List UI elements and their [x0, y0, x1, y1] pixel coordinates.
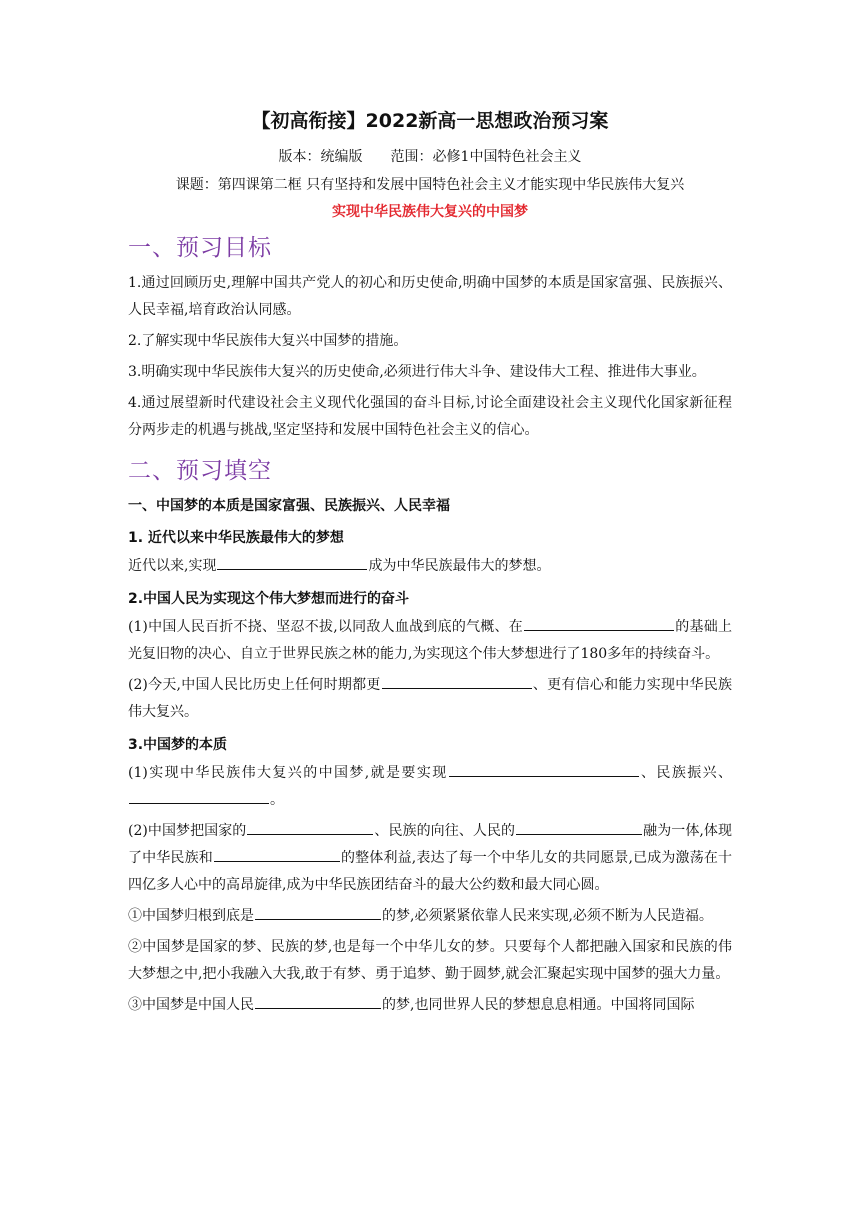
fill-blank[interactable]	[382, 672, 532, 689]
goal-item: 1.通过回顾历史,理解中国共产党人的初心和历史使命,明确中国梦的本质是国家富强、民族振兴、人民幸福,培育政治认同感。	[128, 275, 732, 318]
lesson-subtitle: 实现中华民族伟大复兴的中国梦	[332, 204, 528, 220]
scope-label: 范围：必修1中国特色社会主义	[390, 149, 582, 165]
part-title: 一、中国梦的本质是国家富强、民族振兴、人民幸福	[128, 498, 450, 514]
goal-item: 4.通过展望新时代建设社会主义现代化强国的奋斗目标,讨论全面建设社会主义现代化国家新征程分两步走的机遇与挑战,坚定坚持和发展中国特色社会主义的信心。	[128, 395, 732, 438]
edition-label: 版本：统编版	[278, 149, 363, 165]
question-text: (2)今天,中国人民比历史上任何时期都更 、更有信心和能力实现中华民族伟大复兴。	[128, 672, 732, 726]
section-heading-goals: 一、预习目标	[128, 235, 272, 261]
question-head: 1. 近代以来中华民族最伟大的梦想	[128, 530, 344, 546]
fill-blank[interactable]	[129, 787, 269, 804]
question-text: (2)中国梦把国家的 、民族的向往、人民的 融为一体,体现了中华民族和 的整体利益,表达了每一个中华儿女的共同愿景,已成为激荡在十四亿多人心中的高昂旋律,成为中华民族团结奋斗的最大公约数和最大同心圆。	[128, 818, 732, 899]
fill-blank[interactable]	[214, 845, 340, 862]
question-text: ③中国梦是中国人民 的梦,也同世界人民的梦想息息相通。中国将同国际	[128, 992, 732, 1019]
fill-blank[interactable]	[516, 818, 642, 835]
fill-blank[interactable]	[247, 818, 373, 835]
question-head: 3.中国梦的本质	[128, 737, 228, 753]
fill-blank[interactable]	[255, 992, 381, 1009]
question-text: (1)中国人民百折不挠、坚忍不拔,以同敌人血战到底的气概、在 的基础上光复旧物的决心、自立于世界民族之林的能力,为实现这个伟大梦想进行了180多年的持续奋斗。	[128, 614, 732, 668]
goal-item: 2.了解实现中华民族伟大复兴中国梦的措施。	[128, 333, 408, 349]
section-heading-fill: 二、预习填空	[128, 458, 272, 484]
question-head: 2.中国人民为实现这个伟大梦想而进行的奋斗	[128, 591, 410, 607]
fill-blank[interactable]	[217, 553, 367, 570]
meta-line	[128, 145, 732, 169]
goal-item: 3.明确实现中华民族伟大复兴的历史使命,必须进行伟大斗争、建设伟大工程、推进伟大事业。	[128, 364, 706, 380]
question-text: (1)实现中华民族伟大复兴的中国梦,就是要实现 、民族振兴、。	[128, 760, 732, 814]
question-text: ①中国梦归根到底是 的梦,必须紧紧依靠人民来实现,必须不断为人民造福。	[128, 903, 732, 930]
fill-blank[interactable]	[449, 760, 639, 777]
fill-blank[interactable]	[524, 614, 674, 631]
question-text: ②中国梦是国家的梦、民族的梦,也是每一个中华儿女的梦。只要每个人都把融入国家和民族的伟大梦想之中,把小我融入大我,敢于有梦、勇于追梦、勤于圆梦,就会汇聚起实现中国梦的强大力量。	[128, 939, 732, 982]
fill-blank[interactable]	[255, 903, 381, 920]
page-title: 【初高衔接】2022新高一思想政治预习案	[251, 110, 609, 132]
question-text: 近代以来,实现 成为中华民族最伟大的梦想。	[128, 553, 732, 580]
lesson-topic: 课题：第四课第二框 只有坚持和发展中国特色社会主义才能实现中华民族伟大复兴	[175, 177, 685, 193]
